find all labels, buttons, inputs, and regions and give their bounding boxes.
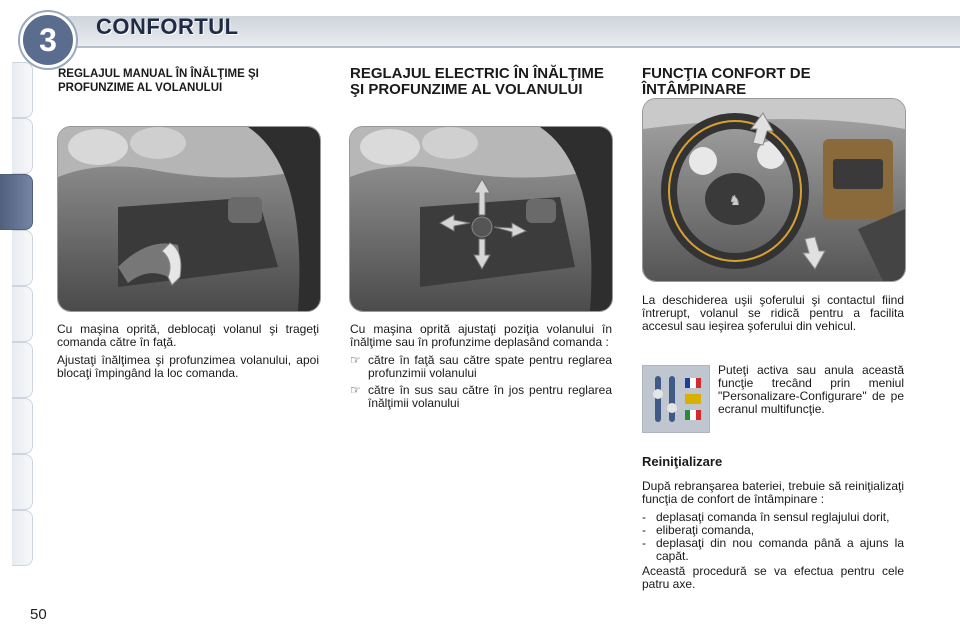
bullet-item — [350, 384, 612, 410]
chapter-tabs — [0, 62, 34, 582]
welcome-function-description: La deschiderea uşii şoferului şi contactul fiind întrerupt, volanul se ridică pentru a facilita accesul sau ieşirea şoferului din vehicul. — [642, 293, 904, 333]
dash-item — [642, 537, 904, 563]
dash-marker: - — [642, 510, 646, 524]
dash-marker: - — [642, 536, 646, 550]
chapter-tab[interactable] — [12, 454, 33, 510]
dash-text: deplasaţi din nou comanda până a ajuns la capăt. — [656, 536, 904, 563]
welcome-function-heading: FUNCŢIA CONFORT DE ÎNTÂMPINARE — [642, 65, 811, 98]
chapter-tab-active[interactable] — [0, 174, 33, 230]
electric-adjust-intro: Cu maşina oprită ajustaţi poziţia volanului în înălţime sau în profunzime deplasând comanda : — [350, 322, 612, 349]
steering-wheel-illustration — [643, 99, 905, 281]
bullet-text: către în sus sau către în jos pentru reglarea înălţimii volanului — [368, 383, 612, 410]
settings-menu-text: Puteţi activa sau anula această funcţie trecând prin meniul "Personalizare-Configurare" de pe ecranul multifuncţie. — [718, 363, 904, 416]
dash-text: eliberaţi comanda, — [656, 523, 755, 537]
reset-intro: După rebranşarea bateriei, trebuie să reiniţializaţi funcţia de confort de întâmpinare : — [642, 479, 904, 506]
reset-instructions — [642, 480, 904, 596]
dash-marker: - — [642, 523, 646, 537]
electric-control-photo — [349, 126, 613, 312]
chapter-tab[interactable] — [12, 230, 33, 286]
dash-text: deplasaţi comanda în sensul reglajului dorit, — [656, 510, 890, 524]
pointing-hand-icon: ☞ — [350, 353, 361, 367]
reset-closing: Această procedură se va efectua pentru cele patru axe. — [642, 564, 904, 591]
manual-adjust-text — [57, 323, 319, 385]
chapter-number-badge: 3 — [20, 12, 76, 68]
chapter-tab[interactable] — [12, 510, 33, 566]
electric-adjust-text — [350, 323, 612, 414]
manual-adjust-paragraph-2: Ajustaţi înălţimea şi profunzimea volanului, apoi blocaţi împingând la loc comanda. — [57, 353, 319, 380]
electric-control-illustration — [350, 127, 612, 311]
manual-adjust-heading: REGLAJUL MANUAL ÎN ÎNĂLŢIME ŞI PROFUNZIME AL VOLANULUI — [58, 68, 259, 94]
manual-adjust-paragraph-1: Cu maşina oprită, deblocaţi volanul şi trageţi comanda către în faţă. — [57, 322, 319, 349]
bullet-item — [350, 354, 612, 380]
chapter-tab[interactable] — [12, 398, 33, 454]
bullet-text: către în faţă sau către spate pentru reglarea profunzimii volanului — [368, 353, 612, 380]
chapter-tab[interactable] — [12, 118, 33, 174]
chapter-tab[interactable] — [12, 286, 33, 342]
multifunction-screen-icon — [642, 365, 710, 433]
chapter-tab[interactable] — [12, 62, 33, 118]
svg-text:♞: ♞ — [728, 193, 742, 209]
page-number: 50 — [30, 606, 47, 623]
pointing-hand-icon: ☞ — [350, 383, 361, 397]
reset-subheading: Reiniţializare — [642, 454, 723, 469]
manual-lever-photo — [57, 126, 321, 312]
manual-lever-illustration — [58, 127, 320, 311]
chapter-tab[interactable] — [12, 342, 33, 398]
steering-wheel-photo — [642, 98, 906, 282]
electric-adjust-heading: REGLAJUL ELECTRIC ÎN ÎNĂLŢIME ŞI PROFUNZIME AL VOLANULUI — [350, 65, 604, 98]
chapter-title: CONFORTUL — [96, 14, 239, 39]
